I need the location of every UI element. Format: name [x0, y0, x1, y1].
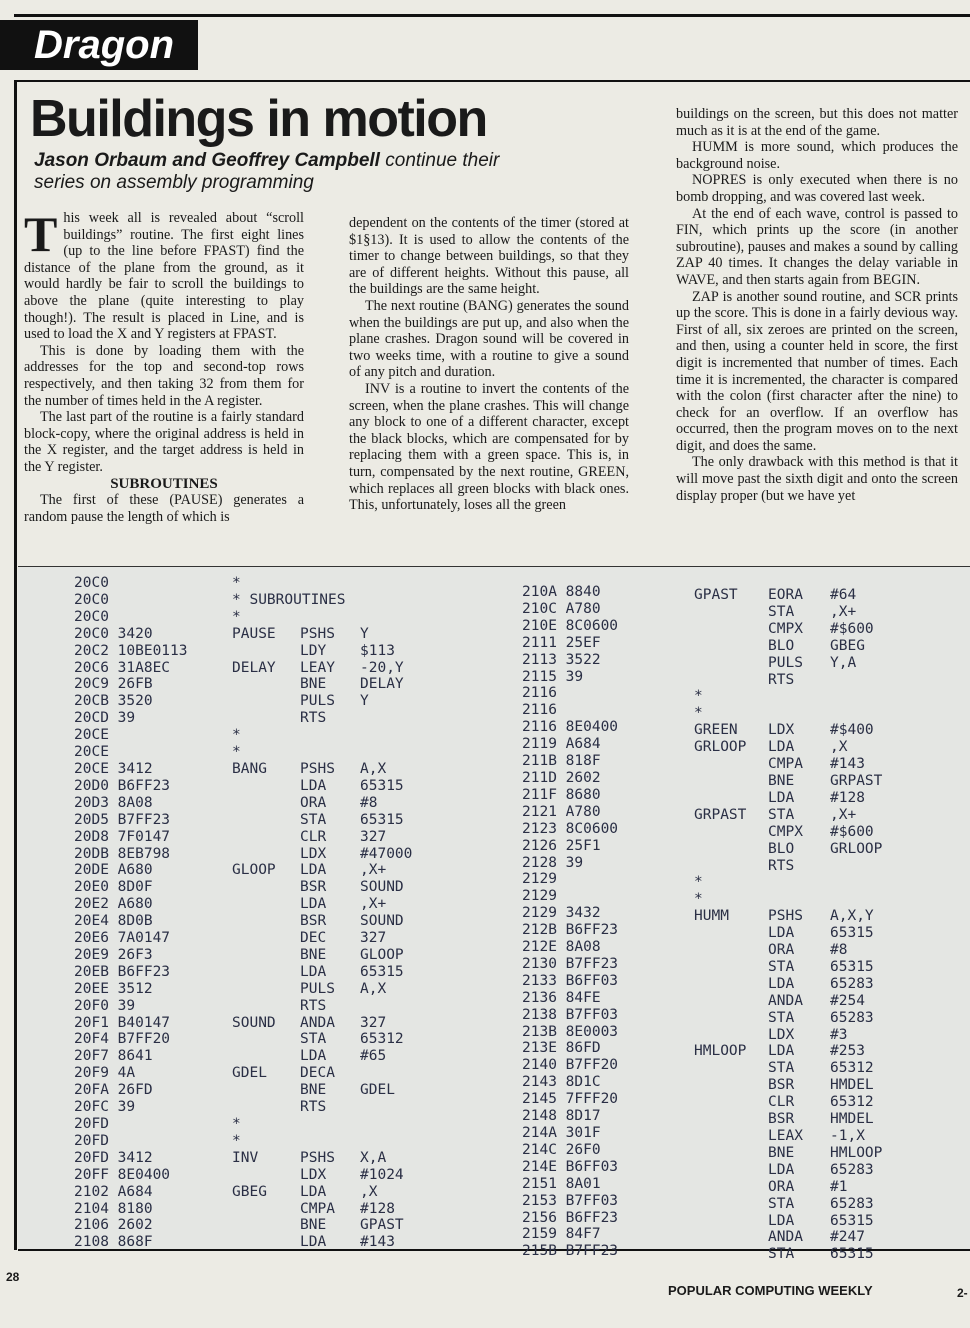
code-listing: [18, 566, 970, 1263]
listing-operands-right: #64 ,X+ #$600 GBEG Y,A #$400 ,X #143 GRPAST #128 ,X+ #$600 GRLOOP A,X,Y 65315 #8 65315 65283 #254 65283 #3 #253 65312 HMDEL 65312 HMDEL -1,X HMLOOP 65283 #1 65283 65315 #247 65315: [830, 587, 883, 1263]
paragraph: INV is a routine to invert the contents of the screen, when the plane crashes. This will change any block to one of a different character, except the black blocks, which are compensated for by replacing them with a green space. This is, in turn, compensated by the next routine, GREEN, which replaces all green blocks with black ones. This, unfortunately, loses all the green: [349, 380, 629, 514]
publication-name: POPULAR COMPUTING WEEKLY: [668, 1283, 873, 1298]
paragraph: his week all is revealed about “scroll buildings” routine. The first eight lines (up to the line before FPAST) find the distance of the plane from the ground, as it would hardly be fair to scroll the buildings to above the plane (quite interesting to play though!). The result is placed in Line, and is used to load the X and Y registers at FPAST.: [24, 210, 304, 343]
article-title: Buildings in motion: [30, 90, 487, 148]
page-date: 2-: [957, 1286, 968, 1300]
listing-opcodes-left: PSHS LDY LEAY BNE PULS RTS PSHS LDA ORA STA CLR LDX LDA BSR LDA BSR DEC BNE LDA PULS RTS ANDA STA LDA DECA BNE RTS PSHS LDX LDA CMPA BNE LDA: [300, 625, 335, 1251]
listing-addresses-left: 20C0 20C0 20C0 20C0 3420 20C2 10BE0113 20C6 31A8EC 20C9 26FB 20CB 3520 20CD 39 20CE 20CE 20CE 3412 20D0 B6FF23 20D3 8A08 20D5 B7FF23 20D8 7F0147 20DB 8EB798 20DE A680 20E0 8D0F 20E2 A680 20E4 8D0B 20E6 7A0147 20E9 26F3 20EB B6FF23 20EE 3512 20F0 39 20F1 B40147 20F4 B7FF20 20F7 8641 20F9 4A 20FA 26FD 20FC 39 20FD 20FD 20FD 3412 20FF 8E0400 2102 A684 2104 8180 2106 2602 2108 868F: [74, 575, 188, 1251]
paragraph: dependent on the contents of the timer (stored at $1§13). It is used to allow the contents of the timer to change between buildings, so that they are of different heights. Without this pause, all the buildings are the same height.: [349, 215, 629, 298]
listing-labels-right: GPAST * * GREEN GRLOOP GRPAST * * HUMM HMLOOP: [694, 587, 747, 1060]
subheading: SUBROUTINES: [110, 475, 218, 492]
drop-cap: T: [24, 206, 58, 262]
paragraph: HUMM is more sound, which produces the background noise.: [676, 139, 958, 172]
paragraph: buildings on the screen, but this does not matter much as it is at the end of the game.: [676, 106, 958, 139]
paragraph: The last part of the routine is a fairly standard block-copy, where the original address is held in the X register, and the target address is held in the Y register.: [24, 409, 304, 475]
listing-addresses-right: 210A 8840 210C A780 210E 8C0600 2111 25EF 2113 3522 2115 39 2116 2116 2116 8E0400 2119 A684 211B 818F 211D 2602 211F 8680 2121 A780 2123 8C0600 2126 25F1 2128 39 2129 2129 2129 3432 212B B6FF23 212E 8A08 2130 B7FF23 2133 B6FF03 2136 84FE 2138 B7FF03 213B 8E0003 213E 86FD 2140 B7FF20 2143 8D1C 2145 7FFF20 2148 8D17 214A 301F 214C 26F0 214E B6FF03 2151 8A01 2153 B7FF03 2156 B6FF23 2159 84F7 215B B7FF23: [522, 584, 619, 1260]
paragraph: ZAP is another sound routine, and SCR prints up the score. This is done in a fairly devious way. First of all, six zeroes are printed on the screen, and then, using a counter held in score, the first digit is incremented that number of times. Each time it is incremented, the character is compared with the colon (first character after the nine) to check for an overflow. If an overflow has occurred, then the program moves on to the next digit, and does the same.: [676, 288, 958, 454]
byline: [34, 150, 524, 194]
left-rule: [14, 80, 17, 1250]
section-rule: [14, 80, 970, 82]
paragraph: NOPRES is only executed when there is no bomb dropping, and was covered last week.: [676, 172, 958, 205]
listing-opcodes-right: EORA STA CMPX BLO PULS RTS LDX LDA CMPA BNE LDA STA CMPX BLO RTS PSHS LDA ORA STA LDA ANDA STA LDX LDA STA BSR CLR BSR LEAX BNE LDA ORA STA LDA ANDA STA: [768, 587, 803, 1263]
listing-operands-left: Y $113 -20,Y DELAY Y A,X 65315 #8 65315 327 #47000 ,X+ SOUND ,X+ SOUND 327 GLOOP 65315 A,X 327 65312 #65 GDEL X,A #1024 ,X #128 GPAST #143: [360, 625, 413, 1251]
byline-authors: Jason Orbaum and Geoffrey Campbell: [34, 150, 380, 171]
article-column-1: [24, 206, 304, 525]
paragraph: The only drawback with this method is that it will move past the sixth digit and onto the screen display proper (but we have yet: [676, 454, 958, 504]
page-number: 28: [6, 1270, 20, 1284]
top-rule: [14, 14, 970, 17]
article-column-2: [349, 215, 629, 514]
paragraph: This is done by loading them with the addresses for the top and second-top rows respectively, and then taking 32 from them for the number of times held in the A register.: [24, 342, 304, 409]
paragraph: The first of these (PAUSE) generates a random pause the length of which is: [24, 492, 304, 525]
paragraph: At the end of each wave, control is passed to FIN, which prints up the score (in another subroutine), pauses and makes a sound by calling ZAP 40 times. It changes the delay variable in WAVE, and then starts again from BEGIN.: [676, 205, 958, 288]
listing-labels-left: * * SUBROUTINES * PAUSE DELAY * * BANG GLOOP SOUND GDEL * * INV GBEG: [232, 575, 346, 1200]
paragraph: The next routine (BANG) generates the sound when the buildings are put up, and also when the plane crashes. Dragon sound will be covered in two weeks time, with a routine to give a sound of any pitch and duration.: [349, 297, 629, 381]
section-label: Dragon: [0, 20, 198, 70]
byline-description: continue their series on assembly programming: [34, 150, 500, 193]
article-column-3: [676, 106, 958, 504]
